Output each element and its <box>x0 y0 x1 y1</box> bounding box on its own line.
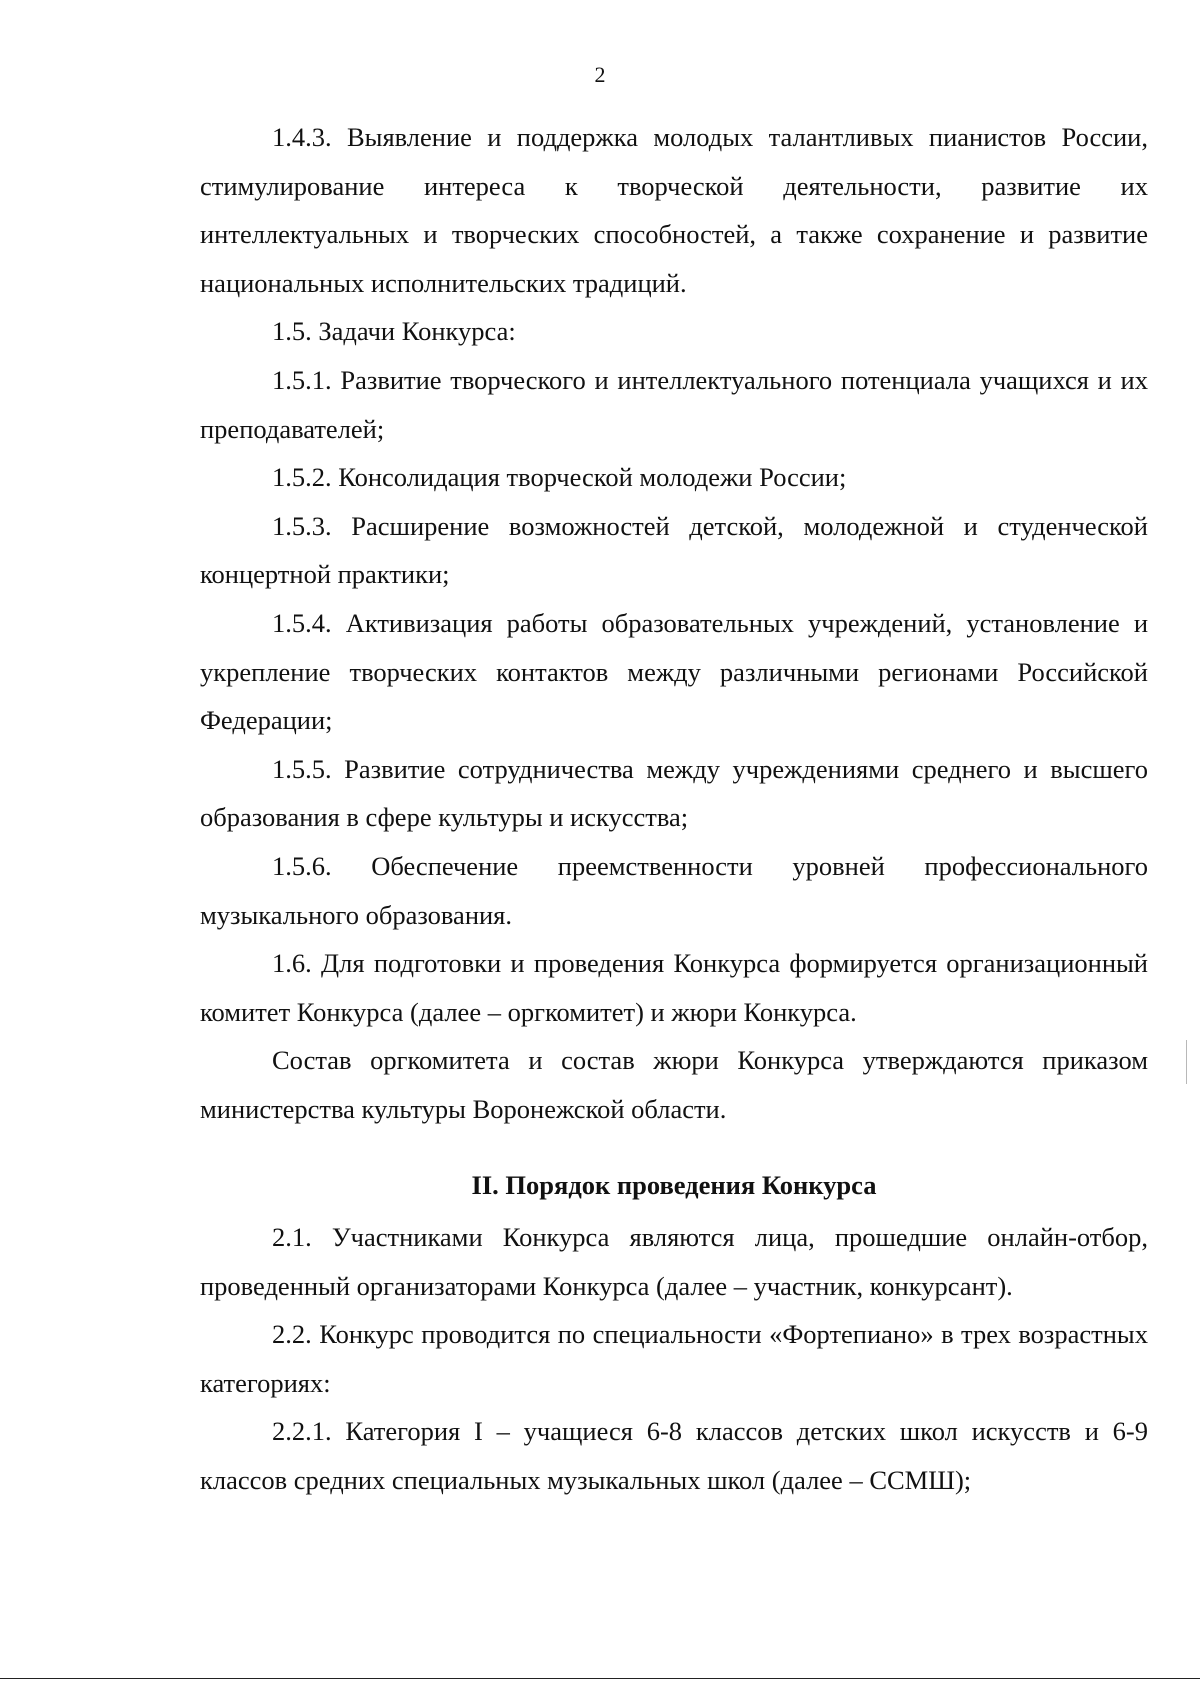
paragraph-1-5-2: 1.5.2. Консолидация творческой молодежи России; <box>272 462 847 493</box>
paragraph-1-5-1: 1.5.1. Развитие творческого и интеллектуального потенциала учащихся и их преподавателей; <box>200 364 1148 444</box>
paragraph-1-5: 1.5. Задачи Конкурса: <box>272 316 516 347</box>
bottom-scan-line <box>0 1678 1200 1679</box>
paragraph-1-5-5: 1.5.5. Развитие сотрудничества между учреждениями среднего и высшего образования в сфере культуры и искусства; <box>200 753 1148 833</box>
paragraph-2-2: 2.2. Конкурс проводится по специальности «Фортепиано» в трех возрастных категориях: <box>200 1319 1148 1398</box>
document-body <box>200 113 1148 1505</box>
paragraph-1-4-3: 1.4.3. Выявление и поддержка молодых талантливых пианистов России, стимулирование интереса к творческой деятельности, развитие их интеллектуальных и творческих способностей, а также сохранение и развитие национальных исполнительских традиций. <box>200 122 1148 298</box>
page-number: 2 <box>594 62 606 87</box>
paragraph-1-5-3: 1.5.3. Расширение возможностей детской, молодежной и студенческой концертной практики; <box>200 510 1148 590</box>
paragraph-committee-composition: Состав оргкомитета и состав жюри Конкурса утверждаются приказом министерства культуры Воронежской области. <box>200 1045 1148 1124</box>
paragraph-1-5-6: 1.5.6. Обеспечение преемственности уровней профессионального музыкального образования. <box>200 850 1148 930</box>
scan-edge-mark <box>1186 1040 1187 1084</box>
paragraph-2-2-1: 2.2.1. Категория I – учащиеся 6-8 классов детских школ искусств и 6-9 классов средних специальных музыкальных школ (далее – ССМШ); <box>200 1416 1148 1496</box>
paragraph-1-5-4: 1.5.4. Активизация работы образовательных учреждений, установление и укрепление творческих контактов между различными регионами Российской Федерации; <box>200 607 1148 736</box>
paragraph-1-6: 1.6. Для подготовки и проведения Конкурса формируется организационный комитет Конкурса (далее – оргкомитет) и жюри Конкурса. <box>200 948 1148 1027</box>
paragraph-2-1: 2.1. Участниками Конкурса являются лица, прошедшие онлайн-отбор, проведенный организаторами Конкурса (далее – участник, конкурсант). <box>200 1222 1148 1301</box>
section-heading: II. Порядок проведения Конкурса <box>471 1170 877 1201</box>
